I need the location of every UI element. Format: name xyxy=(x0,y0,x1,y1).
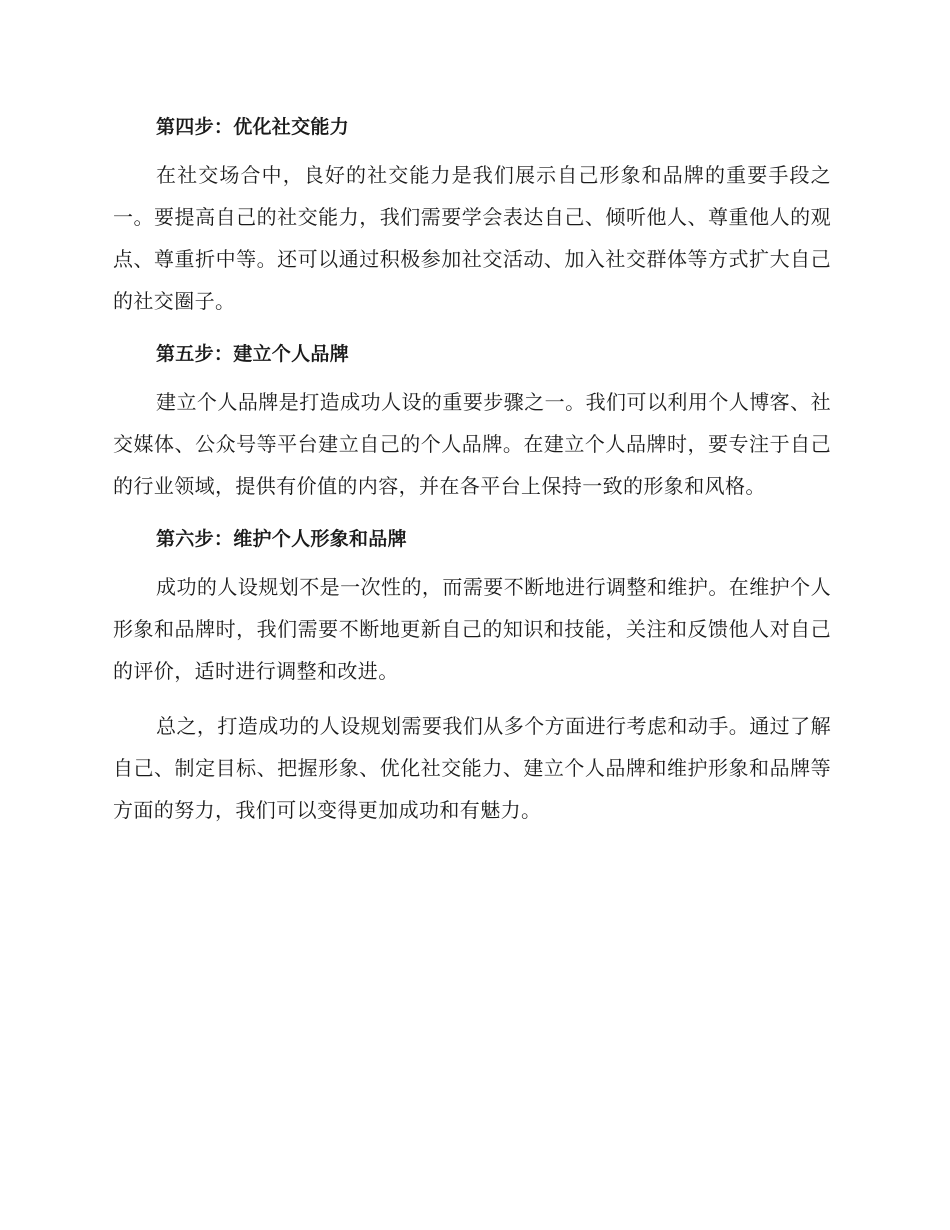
conclusion-paragraph: 总之，打造成功的人设规划需要我们从多个方面进行考虑和动手。通过了解自己、制定目标、把握形象、优化社交能力、建立个人品牌和维护形象和品牌等方面的努力，我们可以变得更加成功和有魅力。 xyxy=(113,714,831,822)
section-body-step-4: 在社交场合中，良好的社交能力是我们展示自己形象和品牌的重要手段之一。要提高自己的社交能力，我们需要学会表达自己、倾听他人、尊重他人的观点、尊重折中等。还可以通过积极参加社交活动、加入社交群体等方式扩大自己的社交圈子。 xyxy=(113,163,831,313)
section-body-step-6: 成功的人设规划不是一次性的，而需要不断地进行调整和维护。在维护个人形象和品牌时，我们需要不断地更新自己的知识和技能，关注和反馈他人对自己的评价，适时进行调整和改进。 xyxy=(113,575,831,683)
section-heading-step-4: 第四步：优化社交能力 xyxy=(156,116,350,138)
section-body-step-5: 建立个人品牌是打造成功人设的重要步骤之一。我们可以利用个人博客、社交媒体、公众号等平台建立自己的个人品牌。在建立个人品牌时，要专注于自己的行业领域，提供有价值的内容，并在各平台上保持一致的形象和风格。 xyxy=(113,390,831,498)
section-heading-step-5: 第五步：建立个人品牌 xyxy=(156,343,350,365)
document-page xyxy=(113,108,831,831)
section-heading-step-6: 第六步：维护个人形象和品牌 xyxy=(156,528,407,550)
